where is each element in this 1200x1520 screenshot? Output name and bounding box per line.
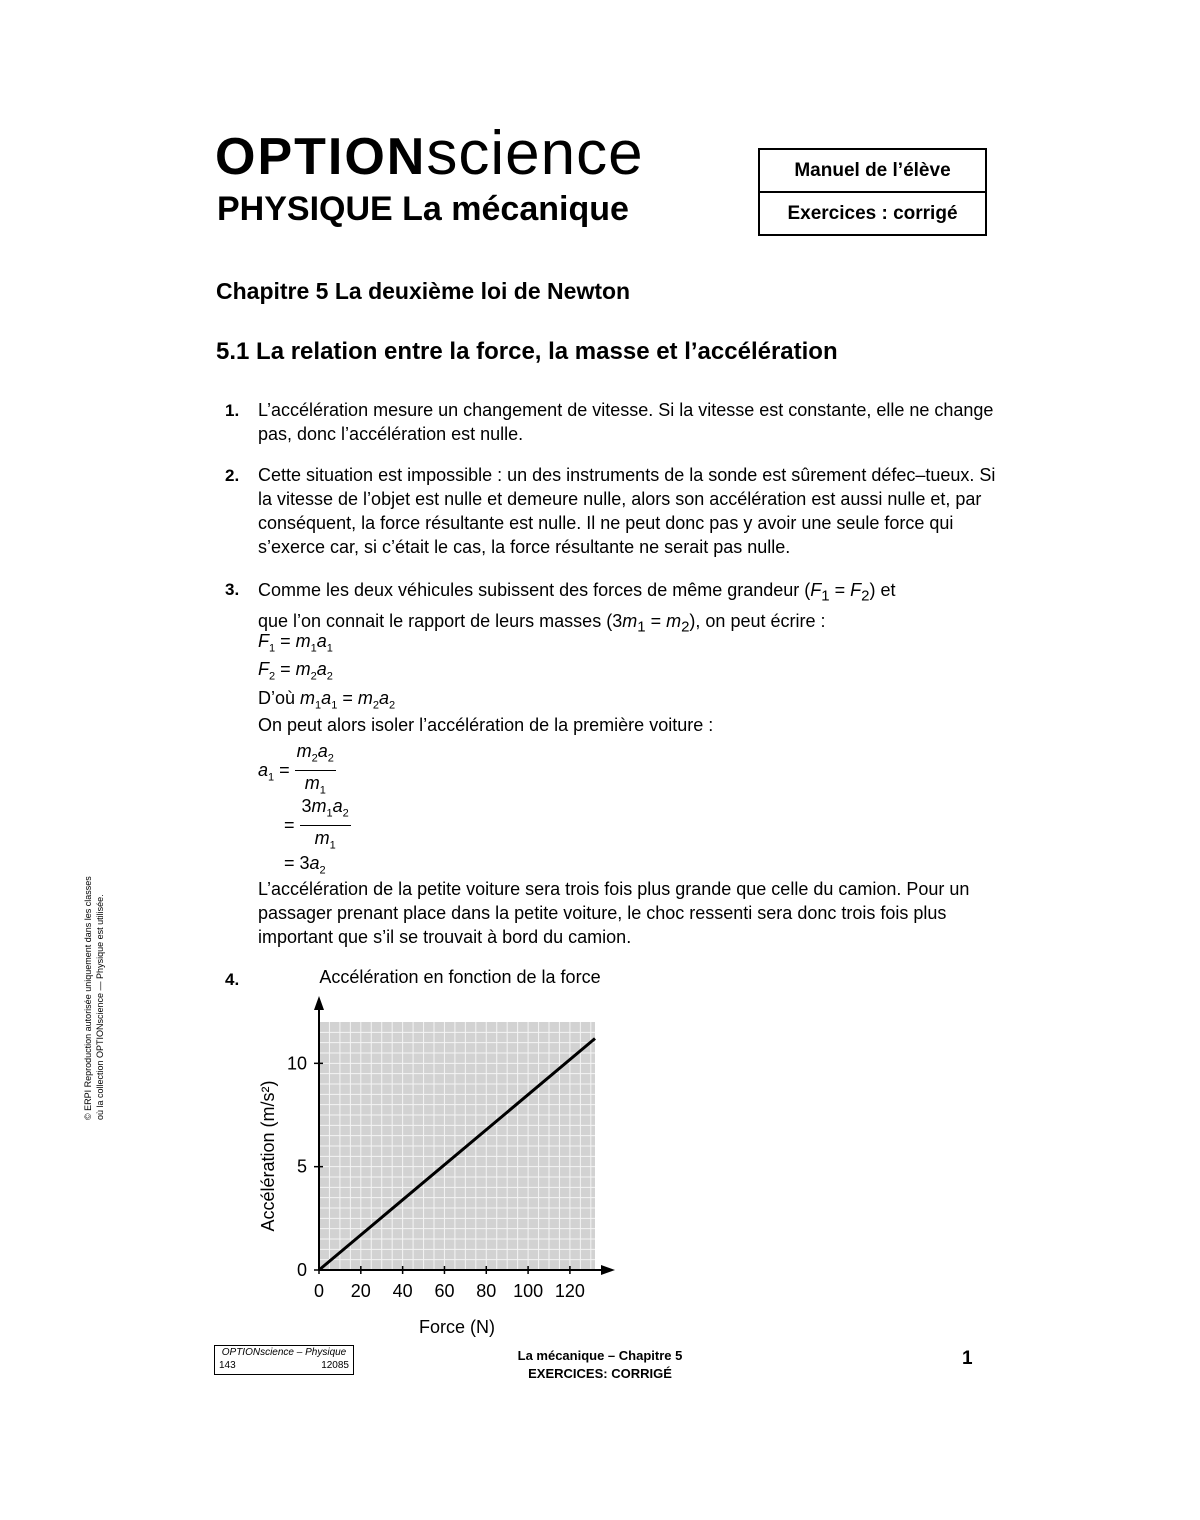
header-box-line2: Exercices : corrigé	[760, 191, 985, 234]
q1-text: L’accélération mesure un changement de vitesse. Si la vitesse est constante, elle ne change pas, donc l’accélération est nulle.	[258, 400, 994, 444]
footer-center-line1: La mécanique – Chapitre 5	[517, 1348, 683, 1363]
x-tick-label: 80	[476, 1281, 497, 1301]
subject-title: PHYSIQUE La mécanique	[217, 190, 629, 228]
q3-number: 3.	[225, 580, 240, 599]
eq-a1-frac: $a_1$ = $\frac{m_2a_2}{m_1}$	[258, 741, 334, 797]
x-tick-label: 100	[513, 1281, 544, 1301]
side-copyright	[82, 820, 106, 1120]
q2-number: 2.	[225, 466, 240, 485]
chart-y-ticks	[287, 1053, 323, 1280]
header-box	[758, 148, 987, 236]
header-box-line1: Manuel de l’élève	[794, 160, 951, 181]
y-tick-label: 5	[296, 1156, 307, 1177]
x-axis-arrow	[601, 1265, 615, 1275]
footer-box-title: OPTIONscience – Physique	[221, 1347, 347, 1358]
x-tick-label: 0	[313, 1281, 325, 1301]
footer-box-left: 143	[219, 1360, 236, 1371]
q3-intro-c: que l’on connait le rapport de leurs masses (	[258, 610, 613, 631]
doou-label: D’où	[258, 688, 296, 708]
brand-logo	[215, 118, 644, 188]
q3-intro-a: Comme les deux véhicules subissent des forces de même grandeur (	[258, 580, 811, 600]
brand-light: science	[426, 119, 644, 188]
chart-x-label: Force (N)	[419, 1317, 495, 1337]
side-copyright-line1: © ERPI Reproduction autorisée uniquement dans les classes	[83, 876, 93, 1120]
y-tick-label: 0	[296, 1260, 307, 1280]
q3-f-equal: $F_1 = F_2$	[810, 580, 870, 605]
x-tick-label: 20	[350, 1281, 371, 1301]
side-copyright-line2: où la collection OPTIONscience — Physique est utilisée.	[95, 894, 105, 1120]
q3-intro	[258, 578, 998, 639]
y-tick-label: 10	[286, 1053, 307, 1074]
x-tick-label: 120	[554, 1281, 585, 1301]
page-number: 1	[962, 1348, 973, 1369]
footer-box-right: 12085	[321, 1360, 349, 1371]
section-title: 5.1 La relation entre la force, la masse et l’accélération	[216, 338, 838, 365]
isoler-text: On peut alors isoler l’accélération de la première voiture :	[258, 715, 714, 735]
q3-conclusion: L’accélération de la petite voiture sera trois fois plus grande que celle du camion. Pour un passager prenant place dans la petite voiture, le choc ressenti sera donc trois fois plus important que s’il se trouvait à bord du camion.	[258, 879, 970, 947]
q3-intro-b: ) et	[869, 580, 896, 600]
eq-a1-frac2: = $\frac{3m_1a_2}{m_1}$	[284, 796, 349, 852]
chapter-title: Chapitre 5 La deuxième loi de Newton	[216, 278, 631, 304]
x-tick-label: 60	[434, 1281, 455, 1301]
footer-code-box	[214, 1345, 354, 1375]
eq-a1-result: = $3a_2$	[284, 853, 326, 877]
q3-mass-ratio: $3m_1 = m_2$	[612, 610, 690, 636]
q4-number: 4.	[225, 970, 240, 989]
accel-force-chart	[240, 960, 640, 1345]
chart-x-ticks	[314, 1266, 585, 1301]
footer-center	[500, 1347, 700, 1383]
q3-intro-d: ), on peut écrire :	[689, 610, 826, 631]
q1-number: 1.	[225, 401, 240, 420]
eq-f2: $F_2 = m_2a_2$	[258, 659, 333, 683]
footer-center-line2: EXERCICES: CORRIGÉ	[528, 1366, 672, 1381]
y-axis-arrow	[314, 996, 324, 1010]
q2-text: Cette situation est impossible : un des instruments de la sonde est sûrement défec–tueux. Si la vitesse de l’objet est nulle et demeure nulle, alors son accélération est aussi nulle et, par conséquent, la force résultante est nulle. Il ne peut donc pas y avoir une seule force qui s’exerce car, si c’était le cas, la force résultante ne serait pas nulle.	[258, 465, 996, 557]
brand-bold: OPTION	[215, 128, 427, 186]
chart-y-label: Accélération (m/s²)	[258, 1080, 278, 1232]
chart-title: Accélération en fonction de la force	[319, 967, 601, 987]
eq-f1: $F_1 = m_1a_1$	[258, 631, 333, 655]
x-tick-label: 40	[392, 1281, 413, 1301]
eq-doou: D’où $m_1a_1 = m_2a_2$	[258, 688, 396, 712]
